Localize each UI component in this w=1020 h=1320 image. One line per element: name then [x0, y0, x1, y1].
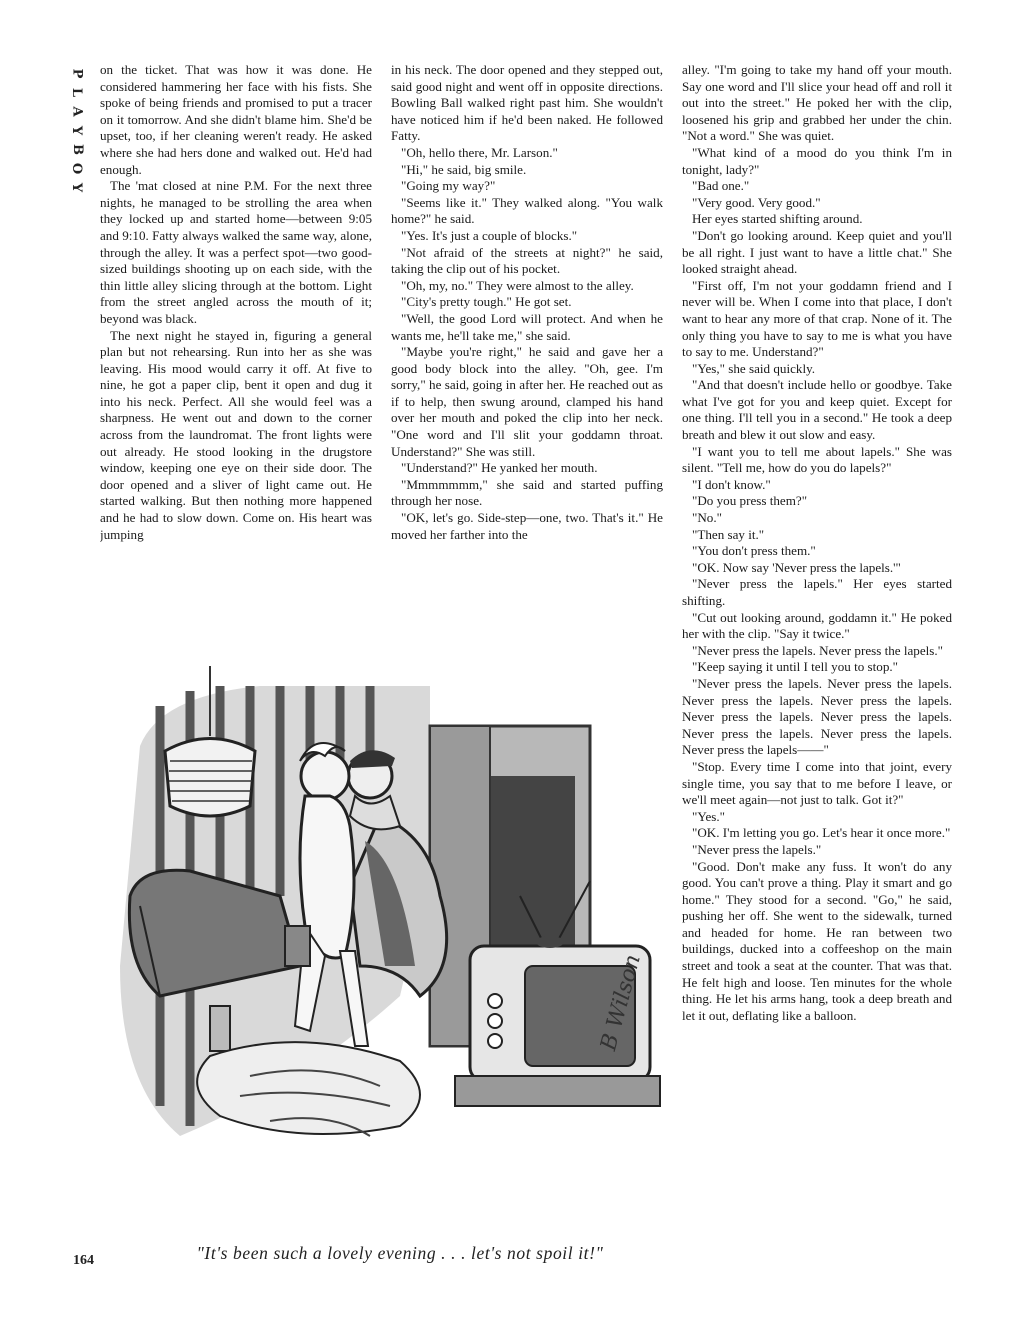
- paragraph: "Do you press them?": [692, 493, 808, 509]
- paragraph: "Oh, hello there, Mr. Larson.": [401, 144, 558, 160]
- paragraph: "Going my way?": [401, 178, 496, 194]
- paragraph: "Very good. Very good.": [692, 194, 821, 210]
- cartoon-drawing: [100, 666, 663, 1236]
- paragraph: "Never press the lapels." Her eyes started shifting.: [682, 576, 952, 608]
- page-number: 164: [73, 1253, 94, 1268]
- paragraph: "Yes.": [692, 808, 726, 824]
- paragraph: "Well, the good Lord will protect. And when he wants me, he'll take me," she said.: [391, 310, 663, 343]
- masthead-letter: B: [69, 144, 85, 155]
- paragraph: "Never press the lapels.": [692, 841, 822, 857]
- masthead-letter: Y: [69, 182, 85, 193]
- paragraph: "OK. I'm letting you go. Let's hear it once more.": [692, 825, 951, 841]
- paragraph: "Yes," she said quickly.: [692, 360, 816, 376]
- artist-signature: B Wilson: [596, 951, 646, 1054]
- paragraph: "No.": [692, 510, 722, 526]
- paragraph: "Cut out looking around, goddamn it." He poked her with the clip. "Say it twice.": [682, 609, 952, 642]
- paragraph: on the ticket. That was how it was done. He considered hammering her face with his fists. She spoke of being friends and promised to put a tracer on it tomorrow. And she didn't blame him. She'd be upset, too, if her cleaning weren't ready. He asked where she had hers done and walked out. He'd had enough.: [100, 62, 372, 177]
- paragraph: "And that doesn't include hello or goodbye. Take what I've got for you and keep quiet. Except for one thing. I'll tell you in a second." He took a deep breath and blew it out slow and easy.: [682, 377, 952, 443]
- paragraph: "Seems like it." They walked along. "You walk home?" he said.: [391, 194, 663, 227]
- cartoon-illustration: [100, 666, 663, 1236]
- paragraph: The 'mat closed at nine P.M. For the next three nights, he managed to be strolling the area when they locked up and started home—between 9:05 and 9:10. Fatty always walked the same way, alone, through the alley. It was a perfect spot—two good-sized buildings shooting up on each side, with the thin little alley slicing through at the bottom. Light from the street angled across the mouth of it; beyond was black.: [100, 178, 372, 326]
- masthead-letter: A: [69, 106, 85, 117]
- paragraph: "First off, I'm not your goddamn friend and I never will be. When I come into that place, I don't want to hear any more of that crap. None of it. The only thing you have to say to me is what you have to say to me. Understand?": [682, 277, 952, 360]
- masthead-letter: L: [69, 87, 85, 98]
- paragraph: "Maybe you're right," he said and gave her a good body block into the alley. "Oh, gee. I'm sorry," he said, going in after her. He reached out as if to help, then swung around, clamped his hand over her mouth and poked the clip into her neck. "One word and I'll slit your goddamn throat. Understand?" She was still.: [391, 344, 663, 459]
- paragraph: "Not afraid of the streets at night?" he said, taking the clip out of his pocket.: [391, 244, 663, 277]
- paragraph: "Mmmmmmm," she said and started puffing through her nose.: [391, 476, 663, 509]
- paragraph: alley. "I'm going to take my hand off your mouth. Say one word and I'll slice your head off and roll it out into the street." He poked her with the clip, loosened his grip and grabbed her under the chin. "Not a word." She was quiet.: [682, 62, 952, 144]
- paragraph: "I don't know.": [692, 476, 771, 492]
- paragraph: "I want you to tell me about lapels." She was silent. "Tell me, how do you do lapels?": [682, 443, 952, 476]
- paragraph: in his neck. The door opened and they stepped out, said good night and went off in opposite directions. Bowling Ball walked right past him. She wouldn't have noticed him if he'd been naked. He followed Fatty.: [391, 62, 663, 144]
- masthead-letter: O: [69, 162, 85, 175]
- paragraph: "Don't go looking around. Keep quiet and you'll be all right. I just want to have a little chat." She looked straight ahead.: [682, 227, 952, 277]
- paragraph: "Stop. Every time I come into that joint, every single time, you say that to me before I leave, or we'll meet again—not just to talk. Got it?": [682, 758, 952, 808]
- paragraph: "Never press the lapels. Never press the lapels.": [692, 642, 944, 658]
- paragraph: "Never press the lapels. Never press the lapels. Never press the lapels. Never press the lapels. Never press the lapels. Never press the lapels. Never press the lapels. Never press the lapels. Never press the lapels——": [682, 675, 952, 758]
- paragraph: "Understand?" He yanked her mouth.: [401, 460, 598, 476]
- paragraph: "OK, let's go. Side-step—one, two. That's it." He moved her farther into the: [391, 510, 663, 542]
- paragraph: The next night he stayed in, figuring a general plan but not rehearsing. Run into her as she was leaving. His mood would carry it off. At five to nine, he got a paper clip, bent it open and dug it into his neck. Perfect. All she would feel was a sharpness. He went out and down to the corner across from the laundromat. The front lights were out already. He stood looking in the drugstore window, keeping one eye on their side door. The door opened and a sliver of light came out. He started walking. But then nothing more happened and he had to slow down. Come on. His heart was jumping: [100, 327, 372, 542]
- paragraph: Her eyes started shifting around.: [692, 211, 863, 227]
- paragraph: "You don't press them.": [692, 543, 816, 559]
- text-column-3: [682, 62, 952, 1262]
- magazine-masthead: [66, 64, 88, 197]
- paragraph: "What kind of a mood do you think I'm in tonight, lady?": [682, 144, 952, 177]
- paragraph: "Keep saying it until I tell you to stop.": [692, 659, 898, 675]
- paragraph: "Oh, my, no." They were almost to the alley.: [401, 277, 634, 293]
- text-column-1: [100, 62, 372, 647]
- masthead-letter: P: [69, 68, 85, 79]
- paragraph: "Hi," he said, big smile.: [401, 161, 527, 177]
- paragraph: "Bad one.": [692, 178, 750, 194]
- paragraph: "Good. Don't make any fuss. It won't do any good. You can't prove a thing. Play it smart and go home." They stood for a second. "Go," he said, pushing her off. She went to the sidewalk, turned and headed for home. He ran between two buildings, ducked into a coffeeshop on the main street and took a seat at the counter. That was that. He felt high and loose. Ten minutes for the whole thing. He let his arms hang, took a deep breath and let it out, deflating like a balloon.: [682, 858, 952, 1023]
- paragraph: "Yes. It's just a couple of blocks.": [401, 227, 578, 243]
- paragraph: "Then say it.": [692, 526, 765, 542]
- masthead-letter: Y: [69, 125, 85, 136]
- text-column-2: [391, 62, 663, 647]
- paragraph: "City's pretty tough." He got set.: [401, 294, 572, 310]
- cartoon-caption: "It's been such a lovely evening . . . let's not spoil it!": [196, 1243, 604, 1263]
- paragraph: "OK. Now say 'Never press the lapels.'": [692, 559, 901, 575]
